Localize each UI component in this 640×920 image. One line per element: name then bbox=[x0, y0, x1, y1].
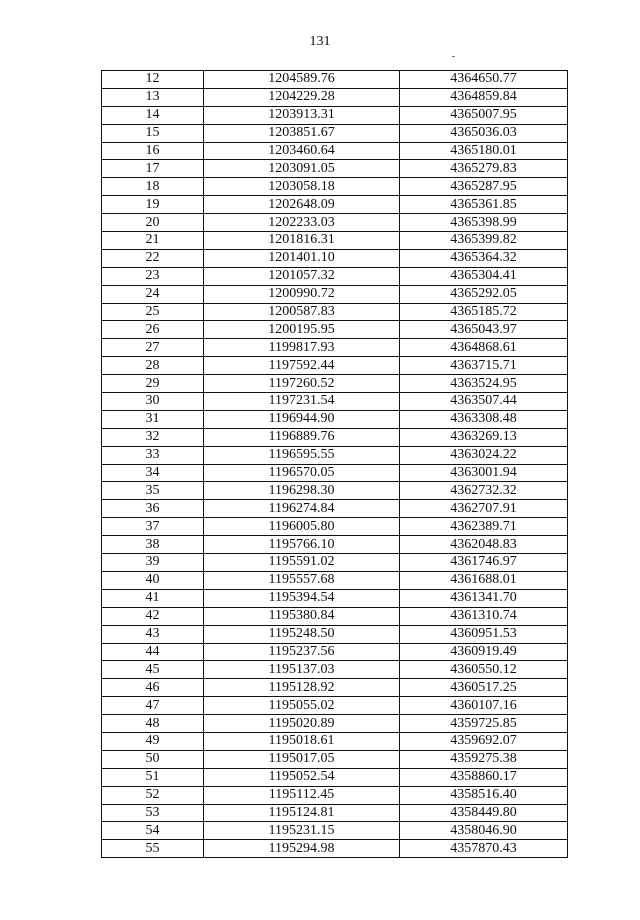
x-coordinate-cell: 1201401.10 bbox=[204, 249, 400, 267]
y-coordinate-cell: 4365399.82 bbox=[400, 232, 568, 250]
point-number-cell: 32 bbox=[102, 428, 204, 446]
y-coordinate-cell: 4359692.07 bbox=[400, 732, 568, 750]
table-row bbox=[102, 464, 568, 482]
point-number-cell: 37 bbox=[102, 518, 204, 536]
point-number-cell: 39 bbox=[102, 554, 204, 572]
y-coordinate-cell: 4363024.22 bbox=[400, 446, 568, 464]
table-row bbox=[102, 285, 568, 303]
point-number-cell: 38 bbox=[102, 536, 204, 554]
table-row bbox=[102, 214, 568, 232]
table-row bbox=[102, 232, 568, 250]
point-number-cell: 18 bbox=[102, 178, 204, 196]
table-row bbox=[102, 249, 568, 267]
x-coordinate-cell: 1200990.72 bbox=[204, 285, 400, 303]
table-row bbox=[102, 679, 568, 697]
x-coordinate-cell: 1195231.15 bbox=[204, 822, 400, 840]
point-number-cell: 12 bbox=[102, 71, 204, 89]
y-coordinate-cell: 4363524.95 bbox=[400, 375, 568, 393]
table-row bbox=[102, 357, 568, 375]
table-row bbox=[102, 71, 568, 89]
x-coordinate-cell: 1201816.31 bbox=[204, 232, 400, 250]
point-number-cell: 16 bbox=[102, 142, 204, 160]
table-row bbox=[102, 554, 568, 572]
table-row bbox=[102, 786, 568, 804]
y-coordinate-cell: 4358046.90 bbox=[400, 822, 568, 840]
table-row bbox=[102, 715, 568, 733]
x-coordinate-cell: 1196595.55 bbox=[204, 446, 400, 464]
x-coordinate-cell: 1197260.52 bbox=[204, 375, 400, 393]
x-coordinate-cell: 1197231.54 bbox=[204, 393, 400, 411]
y-coordinate-cell: 4365292.05 bbox=[400, 285, 568, 303]
x-coordinate-cell: 1196889.76 bbox=[204, 428, 400, 446]
point-number-cell: 46 bbox=[102, 679, 204, 697]
table-row bbox=[102, 518, 568, 536]
y-coordinate-cell: 4358860.17 bbox=[400, 768, 568, 786]
y-coordinate-cell: 4360550.12 bbox=[400, 661, 568, 679]
point-number-cell: 21 bbox=[102, 232, 204, 250]
y-coordinate-cell: 4361310.74 bbox=[400, 607, 568, 625]
x-coordinate-cell: 1200587.83 bbox=[204, 303, 400, 321]
y-coordinate-cell: 4364650.77 bbox=[400, 71, 568, 89]
x-coordinate-cell: 1195237.56 bbox=[204, 643, 400, 661]
point-number-cell: 13 bbox=[102, 88, 204, 106]
x-coordinate-cell: 1195557.68 bbox=[204, 571, 400, 589]
x-coordinate-cell: 1196298.30 bbox=[204, 482, 400, 500]
point-number-cell: 52 bbox=[102, 786, 204, 804]
table-row bbox=[102, 178, 568, 196]
x-coordinate-cell: 1195394.54 bbox=[204, 589, 400, 607]
y-coordinate-cell: 4362048.83 bbox=[400, 536, 568, 554]
y-coordinate-cell: 4362732.32 bbox=[400, 482, 568, 500]
point-number-cell: 19 bbox=[102, 196, 204, 214]
table-row bbox=[102, 393, 568, 411]
y-coordinate-cell: 4365279.83 bbox=[400, 160, 568, 178]
x-coordinate-cell: 1195591.02 bbox=[204, 554, 400, 572]
table-row bbox=[102, 625, 568, 643]
y-coordinate-cell: 4358516.40 bbox=[400, 786, 568, 804]
y-coordinate-cell: 4360517.25 bbox=[400, 679, 568, 697]
y-coordinate-cell: 4365007.95 bbox=[400, 106, 568, 124]
table-row bbox=[102, 822, 568, 840]
y-coordinate-cell: 4358449.80 bbox=[400, 804, 568, 822]
x-coordinate-cell: 1195137.03 bbox=[204, 661, 400, 679]
x-coordinate-cell: 1202233.03 bbox=[204, 214, 400, 232]
point-number-cell: 20 bbox=[102, 214, 204, 232]
table-row bbox=[102, 643, 568, 661]
point-number-cell: 54 bbox=[102, 822, 204, 840]
y-coordinate-cell: 4364859.84 bbox=[400, 88, 568, 106]
y-coordinate-cell: 4365043.97 bbox=[400, 321, 568, 339]
table-row bbox=[102, 88, 568, 106]
table-row bbox=[102, 661, 568, 679]
y-coordinate-cell: 4363715.71 bbox=[400, 357, 568, 375]
table-row bbox=[102, 160, 568, 178]
y-coordinate-cell: 4359275.38 bbox=[400, 750, 568, 768]
point-number-cell: 48 bbox=[102, 715, 204, 733]
point-number-cell: 53 bbox=[102, 804, 204, 822]
y-coordinate-cell: 4357870.43 bbox=[400, 840, 568, 858]
point-number-cell: 33 bbox=[102, 446, 204, 464]
table-row bbox=[102, 768, 568, 786]
table-row bbox=[102, 106, 568, 124]
y-coordinate-cell: 4365180.01 bbox=[400, 142, 568, 160]
y-coordinate-cell: 4360951.53 bbox=[400, 625, 568, 643]
point-number-cell: 23 bbox=[102, 267, 204, 285]
y-coordinate-cell: 4361688.01 bbox=[400, 571, 568, 589]
table-row bbox=[102, 446, 568, 464]
point-number-cell: 43 bbox=[102, 625, 204, 643]
y-coordinate-cell: 4363308.48 bbox=[400, 410, 568, 428]
point-number-cell: 42 bbox=[102, 607, 204, 625]
y-coordinate-cell: 4361341.70 bbox=[400, 589, 568, 607]
x-coordinate-cell: 1195380.84 bbox=[204, 607, 400, 625]
point-number-cell: 25 bbox=[102, 303, 204, 321]
x-coordinate-cell: 1195055.02 bbox=[204, 697, 400, 715]
y-coordinate-cell: 4364868.61 bbox=[400, 339, 568, 357]
table-row bbox=[102, 267, 568, 285]
y-coordinate-cell: 4363507.44 bbox=[400, 393, 568, 411]
point-number-cell: 22 bbox=[102, 249, 204, 267]
y-coordinate-cell: 4365287.95 bbox=[400, 178, 568, 196]
point-number-cell: 24 bbox=[102, 285, 204, 303]
point-number-cell: 35 bbox=[102, 482, 204, 500]
point-number-cell: 55 bbox=[102, 840, 204, 858]
point-number-cell: 50 bbox=[102, 750, 204, 768]
x-coordinate-cell: 1203851.67 bbox=[204, 124, 400, 142]
point-number-cell: 51 bbox=[102, 768, 204, 786]
point-number-cell: 45 bbox=[102, 661, 204, 679]
table-row bbox=[102, 589, 568, 607]
x-coordinate-cell: 1196005.80 bbox=[204, 518, 400, 536]
point-number-cell: 34 bbox=[102, 464, 204, 482]
table-row bbox=[102, 339, 568, 357]
table-row bbox=[102, 303, 568, 321]
y-coordinate-cell: 4365364.32 bbox=[400, 249, 568, 267]
x-coordinate-cell: 1196570.05 bbox=[204, 464, 400, 482]
point-number-cell: 17 bbox=[102, 160, 204, 178]
y-coordinate-cell: 4365036.03 bbox=[400, 124, 568, 142]
table-row bbox=[102, 124, 568, 142]
x-coordinate-cell: 1204589.76 bbox=[204, 71, 400, 89]
y-coordinate-cell: 4362389.71 bbox=[400, 518, 568, 536]
table-row bbox=[102, 375, 568, 393]
y-coordinate-cell: 4360107.16 bbox=[400, 697, 568, 715]
table-row bbox=[102, 410, 568, 428]
table-row bbox=[102, 536, 568, 554]
y-coordinate-cell: 4363269.13 bbox=[400, 428, 568, 446]
point-number-cell: 27 bbox=[102, 339, 204, 357]
coordinates-table bbox=[101, 70, 568, 858]
x-coordinate-cell: 1200195.95 bbox=[204, 321, 400, 339]
table-row bbox=[102, 500, 568, 518]
scan-mark bbox=[452, 56, 455, 57]
table-row bbox=[102, 804, 568, 822]
table-row bbox=[102, 732, 568, 750]
point-number-cell: 47 bbox=[102, 697, 204, 715]
x-coordinate-cell: 1195052.54 bbox=[204, 768, 400, 786]
x-coordinate-cell: 1203058.18 bbox=[204, 178, 400, 196]
x-coordinate-cell: 1203460.64 bbox=[204, 142, 400, 160]
table-row bbox=[102, 196, 568, 214]
point-number-cell: 29 bbox=[102, 375, 204, 393]
x-coordinate-cell: 1197592.44 bbox=[204, 357, 400, 375]
x-coordinate-cell: 1203091.05 bbox=[204, 160, 400, 178]
table-row bbox=[102, 607, 568, 625]
x-coordinate-cell: 1195124.81 bbox=[204, 804, 400, 822]
x-coordinate-cell: 1196274.84 bbox=[204, 500, 400, 518]
x-coordinate-cell: 1196944.90 bbox=[204, 410, 400, 428]
y-coordinate-cell: 4359725.85 bbox=[400, 715, 568, 733]
table-row bbox=[102, 750, 568, 768]
y-coordinate-cell: 4362707.91 bbox=[400, 500, 568, 518]
x-coordinate-cell: 1199817.93 bbox=[204, 339, 400, 357]
point-number-cell: 36 bbox=[102, 500, 204, 518]
coordinates-table-body bbox=[102, 71, 568, 858]
point-number-cell: 14 bbox=[102, 106, 204, 124]
page-number: 131 bbox=[309, 34, 331, 49]
point-number-cell: 40 bbox=[102, 571, 204, 589]
table-row bbox=[102, 321, 568, 339]
x-coordinate-cell: 1204229.28 bbox=[204, 88, 400, 106]
point-number-cell: 44 bbox=[102, 643, 204, 661]
table-row bbox=[102, 571, 568, 589]
y-coordinate-cell: 4363001.94 bbox=[400, 464, 568, 482]
x-coordinate-cell: 1195294.98 bbox=[204, 840, 400, 858]
point-number-cell: 31 bbox=[102, 410, 204, 428]
y-coordinate-cell: 4365398.99 bbox=[400, 214, 568, 232]
x-coordinate-cell: 1195017.05 bbox=[204, 750, 400, 768]
table-row bbox=[102, 840, 568, 858]
x-coordinate-cell: 1195020.89 bbox=[204, 715, 400, 733]
point-number-cell: 26 bbox=[102, 321, 204, 339]
x-coordinate-cell: 1203913.31 bbox=[204, 106, 400, 124]
point-number-cell: 15 bbox=[102, 124, 204, 142]
y-coordinate-cell: 4360919.49 bbox=[400, 643, 568, 661]
point-number-cell: 28 bbox=[102, 357, 204, 375]
y-coordinate-cell: 4365185.72 bbox=[400, 303, 568, 321]
table-row bbox=[102, 142, 568, 160]
x-coordinate-cell: 1195112.45 bbox=[204, 786, 400, 804]
y-coordinate-cell: 4365304.41 bbox=[400, 267, 568, 285]
table-row bbox=[102, 697, 568, 715]
x-coordinate-cell: 1195248.50 bbox=[204, 625, 400, 643]
x-coordinate-cell: 1195766.10 bbox=[204, 536, 400, 554]
y-coordinate-cell: 4361746.97 bbox=[400, 554, 568, 572]
x-coordinate-cell: 1202648.09 bbox=[204, 196, 400, 214]
table-row bbox=[102, 482, 568, 500]
table-row bbox=[102, 428, 568, 446]
y-coordinate-cell: 4365361.85 bbox=[400, 196, 568, 214]
point-number-cell: 49 bbox=[102, 732, 204, 750]
x-coordinate-cell: 1195128.92 bbox=[204, 679, 400, 697]
x-coordinate-cell: 1201057.32 bbox=[204, 267, 400, 285]
x-coordinate-cell: 1195018.61 bbox=[204, 732, 400, 750]
point-number-cell: 41 bbox=[102, 589, 204, 607]
point-number-cell: 30 bbox=[102, 393, 204, 411]
